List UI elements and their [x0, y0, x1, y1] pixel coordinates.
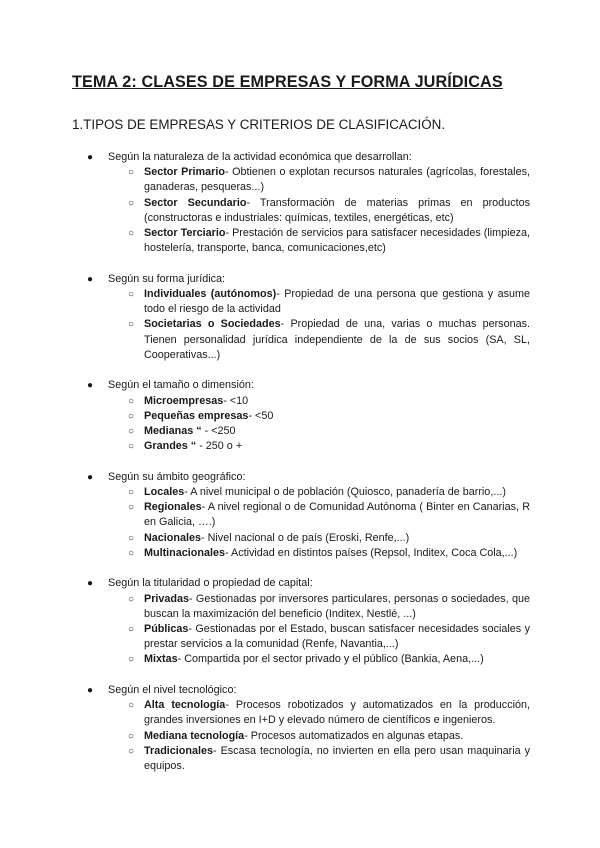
circle-bullet-icon: ○ — [128, 624, 135, 636]
list-item — [72, 729, 530, 744]
section-heading — [72, 378, 530, 393]
criteria-section — [72, 378, 530, 454]
item-description: - Compartida por el sector privado y el público (Bankia, Aena,...) — [177, 653, 484, 666]
list-item — [72, 744, 530, 774]
sub-list — [72, 165, 530, 256]
item-description: - Procesos automatizados en algunas etapas. — [244, 729, 464, 742]
circle-bullet-icon: ○ — [128, 197, 135, 209]
criteria-section — [72, 470, 530, 561]
circle-bullet-icon: ○ — [128, 410, 135, 422]
list-item — [72, 439, 530, 454]
item-term: Nacionales — [144, 531, 202, 544]
sub-list — [72, 698, 530, 774]
section-heading-text: Según la naturaleza de la actividad económica que desarrollan: — [108, 151, 412, 163]
section-heading — [72, 150, 530, 165]
item-term: Mixtas — [144, 653, 178, 666]
item-term: Regionales — [144, 501, 202, 514]
circle-bullet-icon: ○ — [128, 700, 135, 712]
item-description: - A nivel regional o de Comunidad Autónoma ( Binter en Canarias, R en Galicia, ….) — [144, 501, 530, 529]
circle-bullet-icon: ○ — [128, 228, 135, 240]
circle-bullet-icon: ○ — [128, 730, 135, 742]
item-term: Medianas “ — [144, 425, 202, 438]
bullet-icon: ● — [87, 380, 94, 392]
item-description: - A nivel municipal o de población (Quiosco, panadería de barrio,...) — [184, 486, 506, 499]
item-description: - Gestionadas por inversores particulares, personas o sociedades, que buscan la maximización del beneficio (Inditex, Nestlé, ...) — [144, 592, 530, 620]
item-term: Sector Secundario — [144, 196, 247, 209]
list-item — [72, 500, 530, 530]
item-term: Multinacionales — [144, 546, 225, 559]
list-item — [72, 546, 530, 561]
item-term: Sector Terciario — [144, 227, 226, 240]
bullet-icon: ● — [87, 471, 94, 483]
item-description: - <10 — [223, 394, 249, 407]
criteria-section — [72, 683, 530, 774]
sub-list — [72, 394, 530, 455]
circle-bullet-icon: ○ — [128, 289, 135, 301]
item-description: - Obtienen o explotan recursos naturales (agrícolas, forestales, ganaderas, pesqueras...) — [144, 166, 530, 194]
item-description: - Escasa tecnología, no invierten en ella pero usan maquinaria y equipos. — [144, 744, 530, 773]
list-item — [72, 592, 530, 622]
item-term: Pequeñas empresas — [144, 409, 249, 422]
item-term: Tradicionales — [144, 744, 214, 757]
section-heading-text: Según su forma jurídica: — [108, 272, 226, 285]
criteria-section — [72, 272, 530, 363]
item-description: - 250 o + — [196, 440, 243, 453]
sub-list — [72, 485, 530, 561]
item-description: - Propiedad de una persona que gestiona y asume todo el riesgo de la actividad — [144, 288, 530, 316]
list-item — [72, 226, 530, 256]
item-description: - Transformación de materias primas en productos (constructoras e industriales: químicas, textiles, energéticas, etc) — [144, 196, 530, 224]
item-description: - Propiedad de una, varias o muchas personas. Tienen personalidad jurídica independiente de la de sus socios (SA, SL, Cooperativas...) — [144, 318, 530, 361]
item-description: - <50 — [248, 409, 274, 422]
section-heading-text: Según el tamaño o dimensión: — [108, 379, 254, 392]
item-description: - <250 — [201, 425, 236, 438]
item-term: Sector Primario — [144, 166, 225, 179]
item-description: - Procesos robotizados y automatizados en la producción, grandes inversiones en I+D y elevado número de científicos e ingenieros. — [144, 699, 530, 727]
item-term: Mediana tecnología — [144, 729, 245, 742]
item-term: Privadas — [144, 592, 190, 605]
list-item — [72, 652, 530, 667]
bullet-icon: ● — [87, 152, 94, 163]
section-heading-text: Según la titularidad o propiedad de capital: — [108, 577, 313, 590]
circle-bullet-icon: ○ — [128, 487, 135, 499]
list-item — [72, 698, 530, 728]
item-description: - Prestación de servicios para satisfacer necesidades (limpieza, hostelería, transporte, banca, comunicaciones,etc) — [144, 227, 530, 255]
item-term: Locales — [144, 486, 185, 499]
classification-list — [72, 150, 530, 790]
list-item — [72, 622, 530, 652]
criteria-section — [72, 576, 530, 667]
item-term: Individuales (autónomos) — [144, 288, 277, 301]
item-term: Alta tecnología — [144, 699, 226, 712]
sub-list — [72, 592, 530, 668]
bullet-icon: ● — [87, 273, 94, 285]
list-item — [72, 287, 530, 317]
section-heading-text: Según el nivel tecnológico: — [108, 684, 237, 697]
item-term: Microempresas — [144, 394, 224, 407]
section-heading — [72, 683, 530, 698]
criteria-section — [72, 150, 530, 256]
circle-bullet-icon: ○ — [128, 441, 135, 453]
section-heading — [72, 470, 530, 485]
list-item — [72, 165, 530, 195]
list-item — [72, 394, 530, 409]
list-item — [72, 485, 530, 500]
circle-bullet-icon: ○ — [128, 319, 135, 331]
list-item — [72, 196, 530, 226]
list-item — [72, 424, 530, 439]
list-item — [72, 317, 530, 363]
circle-bullet-icon: ○ — [128, 532, 135, 544]
bullet-icon: ● — [87, 685, 94, 697]
item-term: Grandes “ — [144, 440, 197, 453]
section-heading-text: Según su ámbito geográfico: — [108, 470, 246, 483]
page-title: TEMA 2: CLASES DE EMPRESAS Y FORMA JURÍDICAS — [72, 73, 503, 91]
item-description: - Gestionadas por el Estado, buscan satisfacer necesidades sociales y prestar servicios a la comunidad (Renfe, Navantia,...) — [144, 623, 530, 651]
item-term: Públicas — [144, 623, 189, 636]
circle-bullet-icon: ○ — [128, 654, 135, 666]
item-description: - Nivel nacional o de país (Eroski, Renfe,...) — [201, 531, 410, 544]
section-heading — [72, 576, 530, 591]
circle-bullet-icon: ○ — [128, 502, 135, 514]
sub-list — [72, 287, 530, 363]
circle-bullet-icon: ○ — [128, 547, 135, 559]
list-item — [72, 409, 530, 424]
section-heading — [72, 272, 530, 287]
section-subtitle: 1.TIPOS DE EMPRESAS Y CRITERIOS DE CLASIFICACIÓN. — [72, 117, 446, 132]
circle-bullet-icon: ○ — [128, 593, 135, 605]
item-term: Societarias o Sociedades — [144, 318, 281, 331]
bullet-icon: ● — [87, 578, 94, 590]
circle-bullet-icon: ○ — [128, 745, 135, 757]
list-item — [72, 531, 530, 546]
circle-bullet-icon: ○ — [128, 426, 135, 438]
circle-bullet-icon: ○ — [128, 167, 135, 179]
circle-bullet-icon: ○ — [128, 395, 135, 407]
item-description: - Actividad en distintos países (Repsol, Inditex, Coca Cola,...) — [225, 546, 518, 559]
